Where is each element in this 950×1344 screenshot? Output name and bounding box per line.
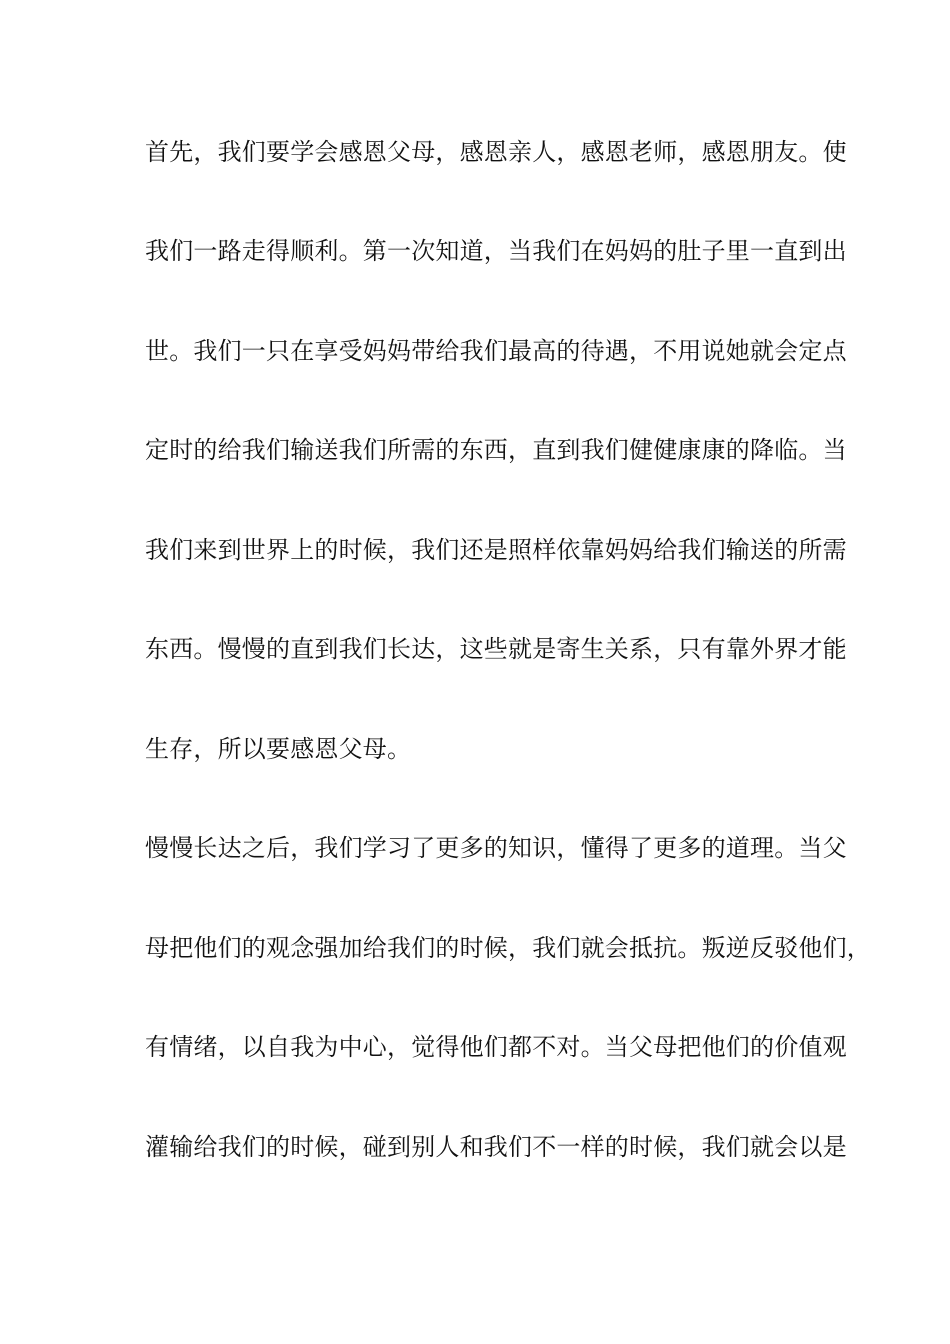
text-line: 慢慢长达之后，我们学习了更多的知识，懂得了更多的道理。当父 — [145, 834, 847, 862]
text-line: 有情绪，以自我为中心，觉得他们都不对。当父母把他们的价值观 — [145, 1033, 847, 1061]
text-line: 母把他们的观念强加给我们的时候，我们就会抵抗。叛逆反驳他们， — [145, 934, 871, 962]
text-line: 世。我们一只在享受妈妈带给我们最高的待遇，不用说她就会定点 — [145, 337, 847, 365]
text-line: 定时的给我们输送我们所需的东西，直到我们健健康康的降临。当 — [145, 436, 847, 464]
text-line: 我们来到世界上的时候，我们还是照样依靠妈妈给我们输送的所需 — [145, 536, 847, 564]
text-line: 灌输给我们的时候，碰到别人和我们不一样的时候，我们就会以是 — [145, 1133, 847, 1161]
text-line: 生存，所以要感恩父母。 — [145, 735, 412, 763]
text-line: 我们一路走得顺利。第一次知道，当我们在妈妈的肚子里一直到出 — [145, 237, 847, 265]
text-line: 首先，我们要学会感恩父母，感恩亲人，感恩老师，感恩朋友。使 — [145, 138, 847, 166]
text-line: 东西。慢慢的直到我们长达，这些就是寄生关系，只有靠外界才能 — [145, 635, 847, 663]
